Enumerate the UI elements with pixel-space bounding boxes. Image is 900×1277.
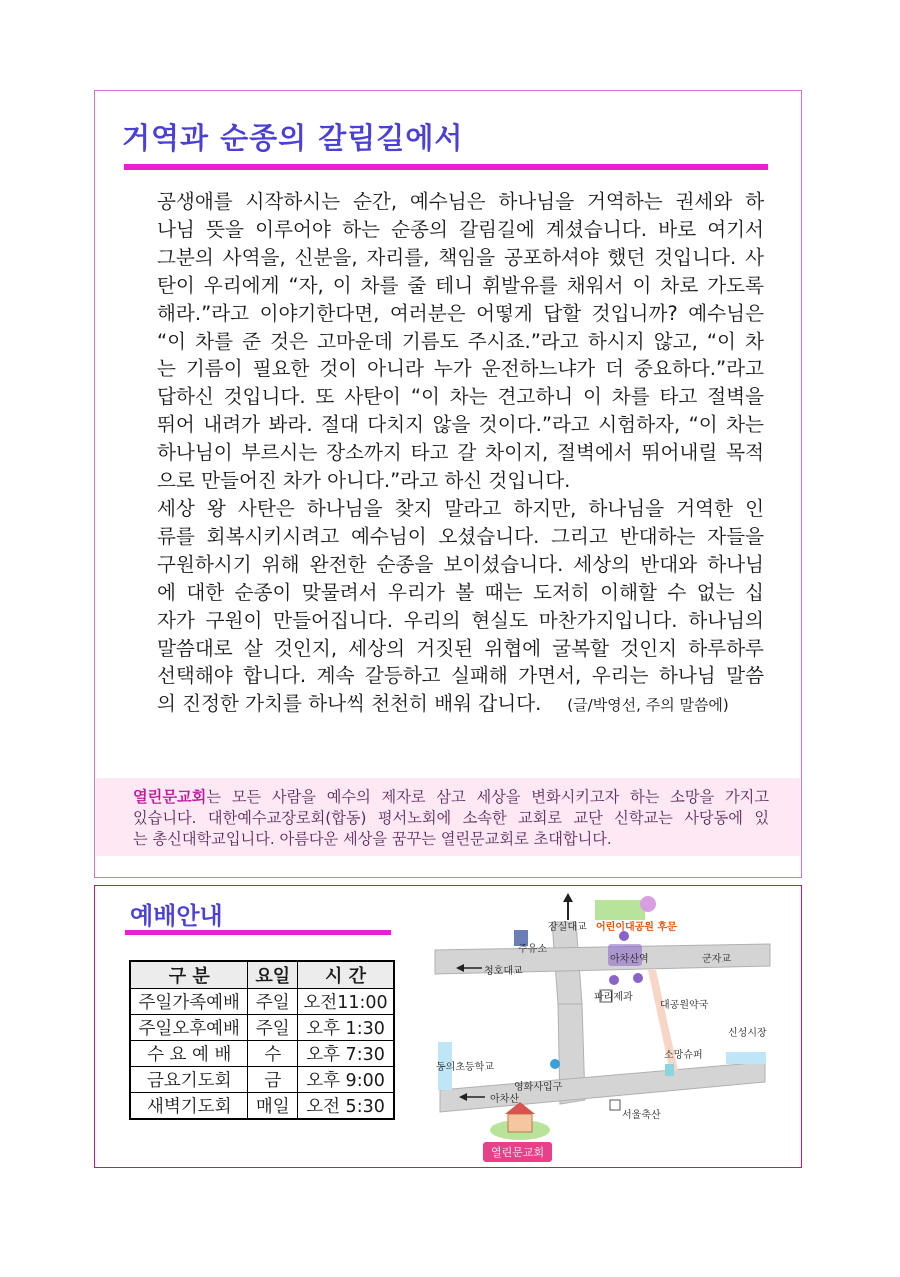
article-line-text: 의 진정한 가치를 하나씩 천천히 배워 갑니다. bbox=[157, 692, 542, 716]
service-day: 매일 bbox=[248, 1093, 298, 1120]
article-line: 답하신 것입니다. 또 사탄이 “이 차는 견고하니 이 차를 타고 절벽을 bbox=[157, 385, 764, 409]
market-icon bbox=[726, 1052, 766, 1064]
intro-line-2: 있습니다. 대한예수교장로회(합동) 평서노회에 소속한 교회로 교단 신학교는 사당동에 있 bbox=[133, 809, 769, 827]
article-signature: (글/박영선, 주의 말씀에) bbox=[567, 696, 729, 715]
article-line: 뛰어 내려가 봐라. 절대 다치지 않을 것이다.”라고 시험하자, “이 차는 bbox=[157, 413, 764, 437]
church-icon bbox=[508, 1114, 532, 1132]
label-younghwa: 영화사입구 bbox=[514, 1082, 563, 1093]
article-line: 선택해야 합니다. 계속 갈등하고 실패해 가면서, 우리는 하나님 말씀 bbox=[157, 664, 764, 688]
service-time: 오전11:00 bbox=[298, 989, 394, 1015]
service-name: 주일가족예배 bbox=[130, 989, 248, 1015]
article-line: 공생애를 시작하시는 순간, 예수님은 하나님을 거역하는 권세와 하 bbox=[157, 190, 764, 213]
label-station: 아차산역 bbox=[610, 954, 649, 965]
table-row bbox=[130, 1093, 394, 1120]
intro-line-3: 는 총신대학교입니다. 아름다운 세상을 꿈꾸는 열린문교회로 초대합니다. bbox=[133, 830, 612, 848]
label-achasan: 아차산 bbox=[490, 1094, 519, 1105]
article-line: 해라.”라고 이야기한다면, 여러분은 어떻게 답할 것입니까? 예수님은 bbox=[157, 301, 764, 325]
header-time: 시 간 bbox=[298, 961, 394, 989]
label-gas: 주유소 bbox=[518, 944, 547, 955]
label-cheonho: 청호대교 bbox=[484, 966, 523, 977]
service-day: 금 bbox=[248, 1067, 298, 1093]
church-name: 열린문교회 bbox=[133, 788, 207, 806]
article-line: 세상 왕 사탄은 하나님을 찾지 말라고 하지만, 하나님을 거역한 인 bbox=[157, 496, 764, 520]
service-name: 금요기도회 bbox=[130, 1067, 248, 1093]
park-area bbox=[595, 900, 645, 920]
article-line: 말씀대로 살 것인지, 세상의 거짓된 위협에 굴복할 것인지 하루하루 bbox=[157, 636, 764, 660]
service-name: 수 요 예 배 bbox=[130, 1041, 248, 1067]
exit-2-icon bbox=[609, 975, 619, 985]
label-paris: 파리제과 bbox=[594, 992, 633, 1003]
article-line: 자가 구원이 만들어집니다. 우리의 현실도 마찬가지입니다. 하나님의 bbox=[157, 608, 764, 632]
label-dongui: 동의초등학교 bbox=[436, 1062, 494, 1073]
intro-line-1: 는 모든 사람을 예수의 제자로 삼고 세상을 변화시키고자 하는 소망을 가지고 bbox=[206, 788, 769, 806]
label-church: 열린문교회 bbox=[483, 1142, 552, 1162]
label-somang: 소망슈퍼 bbox=[664, 1050, 703, 1061]
table-row bbox=[130, 989, 394, 1015]
service-time: 오후 1:30 bbox=[298, 1015, 394, 1041]
worship-underline bbox=[125, 930, 391, 935]
service-time: 오후 9:00 bbox=[298, 1067, 394, 1093]
label-daegong: 대공원약국 bbox=[660, 1000, 709, 1011]
worship-title: 예배안내 bbox=[130, 902, 223, 930]
label-sinseong: 신성시장 bbox=[728, 1028, 767, 1039]
article-line: 탄이 우리에게 “자, 이 차를 줄 테니 휘발유를 채워서 이 차로 가도록 bbox=[157, 273, 764, 297]
header-category: 구 분 bbox=[130, 961, 248, 989]
paragraph-2 bbox=[137, 495, 764, 720]
service-name: 새벽기도회 bbox=[130, 1093, 248, 1120]
worship-schedule-table bbox=[129, 960, 395, 1120]
label-gunja: 군자교 bbox=[702, 954, 731, 965]
article-line bbox=[137, 690, 764, 720]
label-seoul-chuksan: 서울축산 bbox=[622, 1110, 661, 1121]
table-row bbox=[130, 1015, 394, 1041]
service-time: 오전 5:30 bbox=[298, 1093, 394, 1120]
label-park: 어린이대공원 후문 bbox=[596, 922, 677, 933]
table-row bbox=[130, 1067, 394, 1093]
bus-stop-icon bbox=[665, 1064, 674, 1076]
article-line: 하나님이 부르시는 장소까지 타고 갈 차이지, 절벽에서 뛰어내릴 목적 bbox=[157, 441, 764, 465]
table-header-row bbox=[130, 961, 394, 989]
park-tree bbox=[640, 896, 656, 912]
service-name: 주일오후예배 bbox=[130, 1015, 248, 1041]
service-day: 주일 bbox=[248, 1015, 298, 1041]
article-line: 그분의 사역을, 신분을, 자리를, 책임을 공포하셔야 했던 것입니다. 사 bbox=[157, 245, 764, 269]
service-day: 주일 bbox=[248, 989, 298, 1015]
article-line: 나님 뜻을 이루어야 하는 순종의 갈림길에 계셨습니다. 바로 여기서 bbox=[157, 217, 764, 241]
article-line: 구원하시기 위해 완전한 순종을 보이셨습니다. 세상의 반대와 하나님 bbox=[157, 552, 764, 576]
table-row bbox=[130, 1041, 394, 1067]
butcher-icon bbox=[610, 1100, 620, 1110]
article-line: 류를 회복시키시려고 예수님이 오셨습니다. 그리고 반대하는 자들을 bbox=[157, 524, 764, 548]
article-line: “이 차를 준 것은 고마운데 기름도 주시죠.”라고 하시지 않고, “이 차 bbox=[157, 329, 764, 353]
paragraph-1 bbox=[137, 188, 764, 495]
header-day: 요일 bbox=[248, 961, 298, 989]
article-line: 에 대한 순종이 맞물려서 우리가 볼 때는 도저히 이해할 수 없는 십 bbox=[157, 580, 764, 604]
service-time: 오후 7:30 bbox=[298, 1041, 394, 1067]
church-intro bbox=[133, 787, 769, 850]
bus-stop-icon bbox=[550, 1059, 560, 1069]
exit-1-icon bbox=[633, 973, 643, 983]
article-title: 거역과 순종의 갈림길에서 bbox=[122, 121, 464, 155]
article-line: 으로 만들어진 차가 아니다.”라고 하신 것입니다. bbox=[157, 469, 571, 493]
service-day: 수 bbox=[248, 1041, 298, 1067]
title-underline bbox=[124, 164, 768, 170]
article-line: 는 기름이 필요한 것이 아니라 누가 운전하느냐가 더 중요하다.”라고 bbox=[157, 357, 764, 381]
article-body bbox=[137, 188, 764, 720]
north-arrow-head bbox=[563, 893, 573, 902]
location-map bbox=[410, 892, 790, 1164]
label-jamsil: 잠실대교 bbox=[548, 922, 587, 933]
